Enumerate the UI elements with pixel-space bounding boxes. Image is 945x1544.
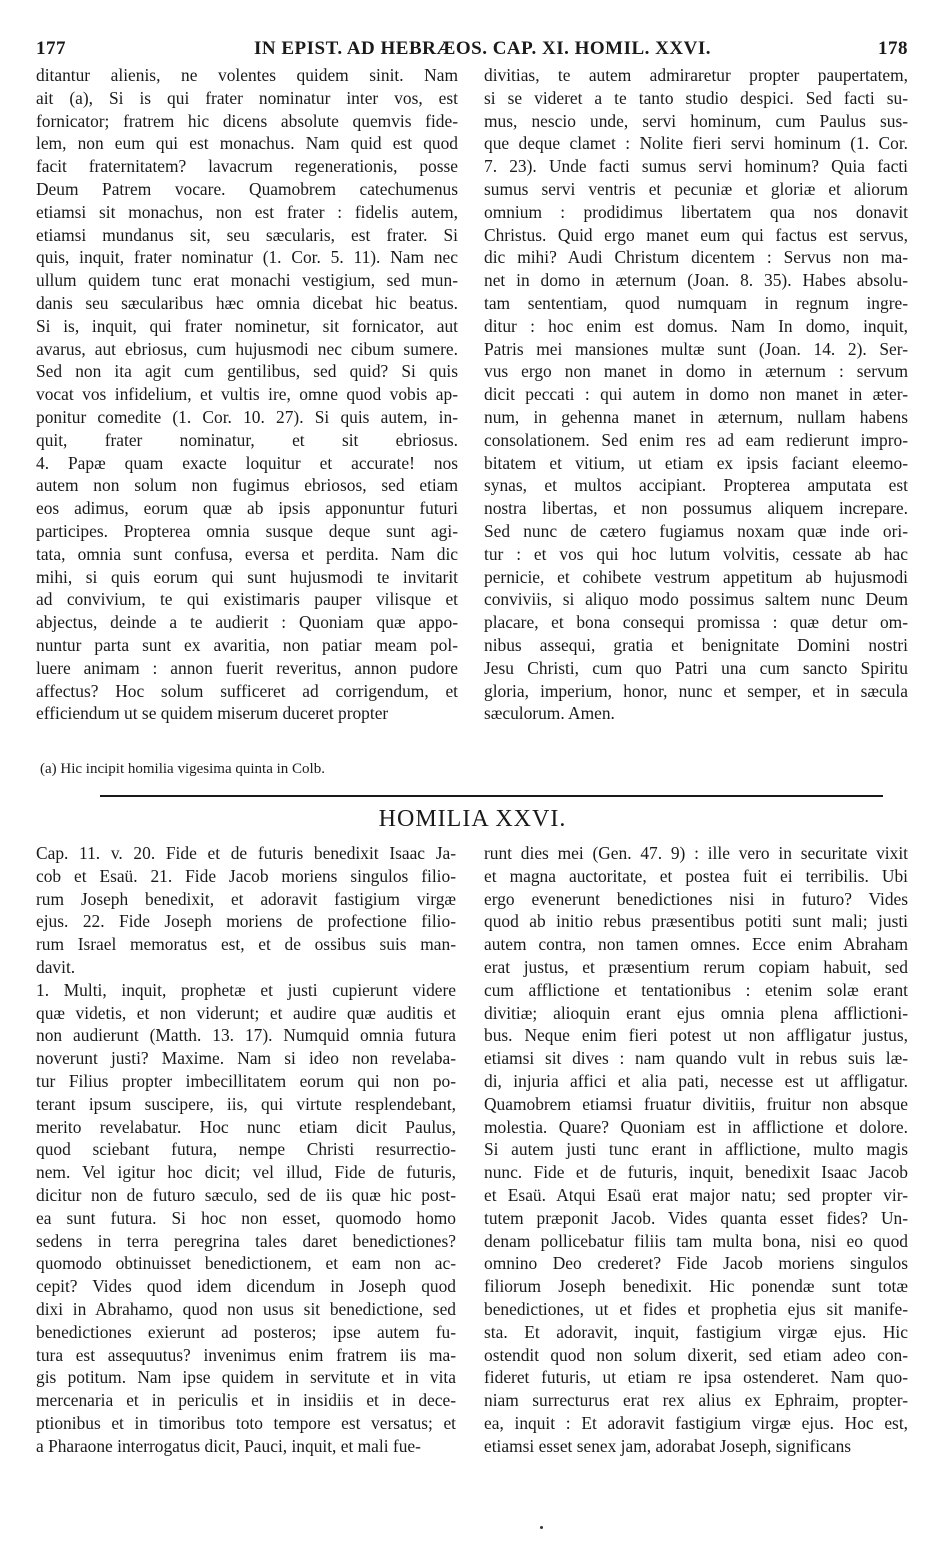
text-line: rum Israel memoratus est, et de ossibus suis man- [36,934,456,955]
text-line: etiamsi sit monachus, non est frater : fidelis autem, [36,201,458,222]
text-line: ditur : hoc enim est domus. Nam In domo, inquit, [484,315,908,336]
text-line: tura est assequutus? invenimus enim fratrem iis ma- [36,1344,456,1365]
text-line: affectus? Hoc solum sufficeret ad corrigendum, et [36,680,458,701]
text-line: bitatem et vitium, ut etiam ex ipsis faciant eleemo- [484,452,908,473]
text-line: conviviis, si aliquo modo possimus saltem nunc Deum [484,589,908,610]
text-line: ergo evenerunt benedictiones nisi in futuro? Vides [484,888,908,909]
page-number-left: 177 [36,38,66,59]
text-line: fideret futuris, ut etiam re ipsa ostenderet. Nam quo- [484,1367,908,1388]
text-column-top-right [484,64,908,725]
text-line: et Esaü. Atqui Esaü erat major natu; sed propter vir- [484,1184,908,1205]
text-line: Si is, inquit, qui frater nominetur, sit fornicator, aut [36,315,458,336]
text-line: efficiendum ut se quidem miserum duceret propter [36,703,389,724]
text-line: cepit? Vides quod idem dicendum in Joseph quod [36,1276,456,1297]
text-line: nuntur parta sunt ex avaritia, non patiar meam pol- [36,634,458,655]
text-line: bus. Neque enim fieri potest ut non affligatur justus, [484,1025,908,1046]
print-speck [540,1526,543,1529]
text-line: merito revelabatur. Hoc nunc etiam dicit Paulus, [36,1116,456,1137]
text-column-top-left [36,64,458,725]
text-line: Deum Patrem vocare. Quamobrem catechumenus [36,178,458,199]
text-line: dixi in Abrahamo, quod non usus sit benedictione, sed [36,1298,456,1319]
text-line: synas, et multos accipiant. Propterea amputata est [484,475,908,496]
text-line: omnium : prodidimus libertatem qua nos donavit [484,201,908,222]
text-line: luere animam : annon fuerit reveritus, annon pudore [36,657,458,678]
text-line: danis seu sæcularibus hæc omnia dicebat hic beatus. [36,292,458,313]
text-line: sedens in terra peregrina tales daret benedictiones? [36,1230,456,1251]
text-line: tur : et vos qui hoc lutum volvitis, cessate ab hac [484,543,908,564]
text-line: nunc. Fide et de futuris, inquit, benedixit Isaac Jacob [484,1162,908,1183]
running-head [36,34,908,64]
text-line: a Pharaone interrogatus dicit, Pauci, inquit, et mali fue- [36,1435,421,1456]
text-line: Si autem justi tunc erant in afflictione, multo magis [484,1139,908,1160]
text-line: mihi, si quis eorum qui sunt hujusmodi te invitarit [36,566,458,587]
text-line: omnino Deo crederet? Fide Jacob moriens singulos [484,1253,908,1274]
text-column-bottom-right [484,842,908,1458]
text-line: 4. Papæ quam exacte loquitur et accurate! nos [36,452,458,473]
text-line: quæ videtis, et non viderunt; et audire quæ auditis et [36,1002,456,1023]
text-line: avarus, aut ebriosus, cum hujusmodi nec cibum sumere. [36,338,458,359]
text-line: quit, frater nominatur, et sit ebriosus. [36,429,458,450]
text-line: erat justus, et præsentium rerum copiam habuit, sed [484,956,908,977]
text-line: 1. Multi, inquit, prophetæ et justi cupierunt videre [36,979,456,1000]
text-line: Sed nunc de cætero fugiamus noxam quæ inde ori- [484,520,908,541]
text-line: tam sententiam, quod numquam in regnum ingre- [484,292,908,313]
text-line: quis, inquit, frater nominatur (1. Cor. 5. 11). Nam nec [36,247,458,268]
text-line: nem. Vel igitur hoc dicit; vel illud, Fide de futuris, [36,1162,456,1183]
text-line: gloria, imperium, honor, nunc et semper, et in sæcula [484,680,908,701]
text-line: facit fraternitatem? lavacrum regenerationis, posse [36,156,458,177]
text-line: Quamobrem etiamsi fruatur divitiis, fruitur non absque [484,1093,908,1114]
text-line: mus, nescio unde, servi hominum, cum Paulus sus- [484,110,908,131]
footnote: (a) Hic incipit homilia vigesima quinta in Colb. [40,761,325,777]
text-line: filiorum Joseph benedixit. Hic ponendæ sunt totæ [484,1276,908,1297]
text-line: Christus. Quid ergo manet eum qui factus est servus, [484,224,908,245]
text-line: mercenaria et in periculis et in insidiis et in dece- [36,1390,456,1411]
text-line: niam surrecturus erat rex alius ex Ephraim, propter- [484,1390,908,1411]
text-line: terant ipsum suscipere, iis, qui virtute resplendebant, [36,1093,456,1114]
text-line: quomodo obtinuisset benedictionem, et eam non ac- [36,1253,456,1274]
text-line: nostra libertas, et non possumus aliquem increpare. [484,498,908,519]
text-line: runt dies mei (Gen. 47. 9) : ille vero in securitate vixit [484,843,908,863]
text-line: abjectus, deinde a te audierit : Quoniam quæ appo- [36,612,458,633]
text-line: gis potitum. Nam ipse quidem in servitute et in vita [36,1367,456,1388]
text-line: ostendit quod non solum dixerit, sed etiam adeo con- [484,1344,908,1365]
text-line: benedictiones, ut et fides et prophetia ejus sit manife- [484,1298,908,1319]
text-line: cum afflictione et tentationibus : etenim solæ erant [484,979,908,1000]
text-line: Sed non ita agit cum gentilibus, sed quid? Si quis [36,361,458,382]
text-line: si se videret a te tanto studio despici. Sed facti su- [484,87,908,108]
text-line: sæculorum. Amen. [484,703,615,724]
text-line: ptionibus et in timoribus toto tempore est versatus; et [36,1412,456,1433]
text-column-bottom-left [36,842,456,1458]
text-line: consolationem. Sed enim res ad eam redierunt impro- [484,429,908,450]
text-line: etiamsi esset senex jam, adorabat Joseph, significans [484,1435,852,1456]
text-line: tutem præponit Jacob. Vides quanta esset fides? Un- [484,1207,908,1228]
text-line: autem contra, non tamen omnes. Ecce enim Abraham [484,934,908,955]
text-line: non audierunt (Matth. 13. 17). Numquid omnia futura [36,1025,456,1046]
homily-title: HOMILIA XXVI. [378,806,567,832]
text-line: noverunt justi? Maxime. Nam si ideo non revelaba- [36,1048,456,1069]
text-line: placare, et bona consequi promissa : quæ detur om- [484,612,908,633]
text-line: lem, non eum qui est monachus. Nam quid est quod [36,133,458,154]
text-line: vocat vos infidelium, et vultis ire, omne quod vobis ap- [36,384,458,405]
text-line: vus ergo non manet in domo in æternum : servum [484,361,908,382]
text-line: di, injuria affici et alia pati, necesse est ut affligatur. [484,1070,908,1091]
text-line: tur Filius propter imbecillitatem eorum qui non po- [36,1070,456,1091]
text-line: ditantur alienis, ne volentes quidem sinit. Nam [36,65,458,85]
text-line: Jesu Christi, cum quo Patri una cum sancto Spiritu [484,657,908,678]
text-line: pernicie, et cohibete vestrum appetitum ab hujusmodi [484,566,908,587]
text-line: Cap. 11. v. 20. Fide et de futuris benedixit Isaac Ja- [36,843,456,863]
text-line: divitiæ; alioquin erant ejus omnia plena afflictioni- [484,1002,908,1023]
text-line: rum Joseph benedixit, et adoravit fastigium virgæ [36,888,456,909]
text-line: ea sunt futura. Si hoc non esset, quomodo homo [36,1207,456,1228]
text-line: sumus servi ventris et pecuniæ et gloriæ et aliorum [484,178,908,199]
text-line: eos adimus, eorum quæ ab ipsis apponuntur futuri [36,498,458,519]
text-line: ponitur comedite (1. Cor. 10. 27). Si quis autem, in- [36,406,458,427]
text-line: benedictiones exierunt ad posteros; ipse autem fu- [36,1321,456,1342]
text-line: nibus assequi, gratia et benignitate Domini nostri [484,634,908,655]
text-line: tata, omnia sunt confusa, eversa et perdita. Nam dic [36,543,458,564]
text-line: ad convivium, te qui existimaris pauper vilisque et [36,589,458,610]
text-line: divitias, te autem admiraretur propter paupertatem, [484,65,908,85]
text-line: molestia. Quare? Quoniam est in afflictione et dolore. [484,1116,908,1137]
running-title: IN EPIST. AD HEBRÆOS. CAP. XI. HOMIL. XXVI. [254,38,711,59]
text-line: etiamsi sit dives : nam quando vult in rebus suis læ- [484,1048,908,1069]
text-line: Patris mei mansiones multæ sunt (Joan. 14. 2). Ser- [484,338,908,359]
page-number-right: 178 [878,38,908,59]
text-line: etiamsi mundanus sit, seu sæcularis, est frater. Si [36,224,458,245]
text-line: ullum quidem tunc erat monachi vestigium, sed mun- [36,270,458,291]
text-line: cob et Esaü. 21. Fide Jacob moriens singulos filio- [36,865,456,886]
text-line: 7. 23). Unde facti sumus servi hominum? Quia facti [484,156,908,177]
text-line: ea, inquit : Et adoravit fastigium virgæ ejus. Hoc est, [484,1412,908,1433]
text-line: davit. [36,956,76,977]
text-line: denam pollicebatur filiis tam multa bona, nisi eo quod [484,1230,908,1251]
text-line: sta. Et adoravit, inquit, fastigium virgæ ejus. Hic [484,1321,908,1342]
text-line: ejus. 22. Fide Joseph moriens de profectione filio- [36,911,456,932]
text-line: fornicator; fratrem hic dicens absolute quemvis fide- [36,110,458,131]
text-line: quod sciebant futura, nempe Christi resurrectio- [36,1139,456,1160]
text-line: que deque clamet : Nolite fieri servi hominum (1. Cor. [484,133,908,154]
text-line: participes. Propterea omnia susque deque sunt agi- [36,520,458,541]
text-line: ait (a), Si is qui frater nominatur inter vos, est [36,87,458,108]
text-line: dic mihi? Audi Christum dicentem : Servus non ma- [484,247,908,268]
text-line: net in domo in æternum (Joan. 8. 35). Habes absolu- [484,270,908,291]
text-line: num, in gehenna manet in æternum, nullam habens [484,406,908,427]
text-line: dicitur non de futuro sæculo, sed de iis quæ hic post- [36,1184,456,1205]
section-divider [100,795,883,797]
text-line: dicit peccati : qui autem in domo non manet in æter- [484,384,908,405]
text-line: quod ab initio rebus præsentibus potiti sunt mali; justi [484,911,908,932]
text-line: et magna auctoritate, et postea fuit ei terribilis. Ubi [484,865,908,886]
text-line: autem non solum non fugimus ebriosos, sed etiam [36,475,458,496]
